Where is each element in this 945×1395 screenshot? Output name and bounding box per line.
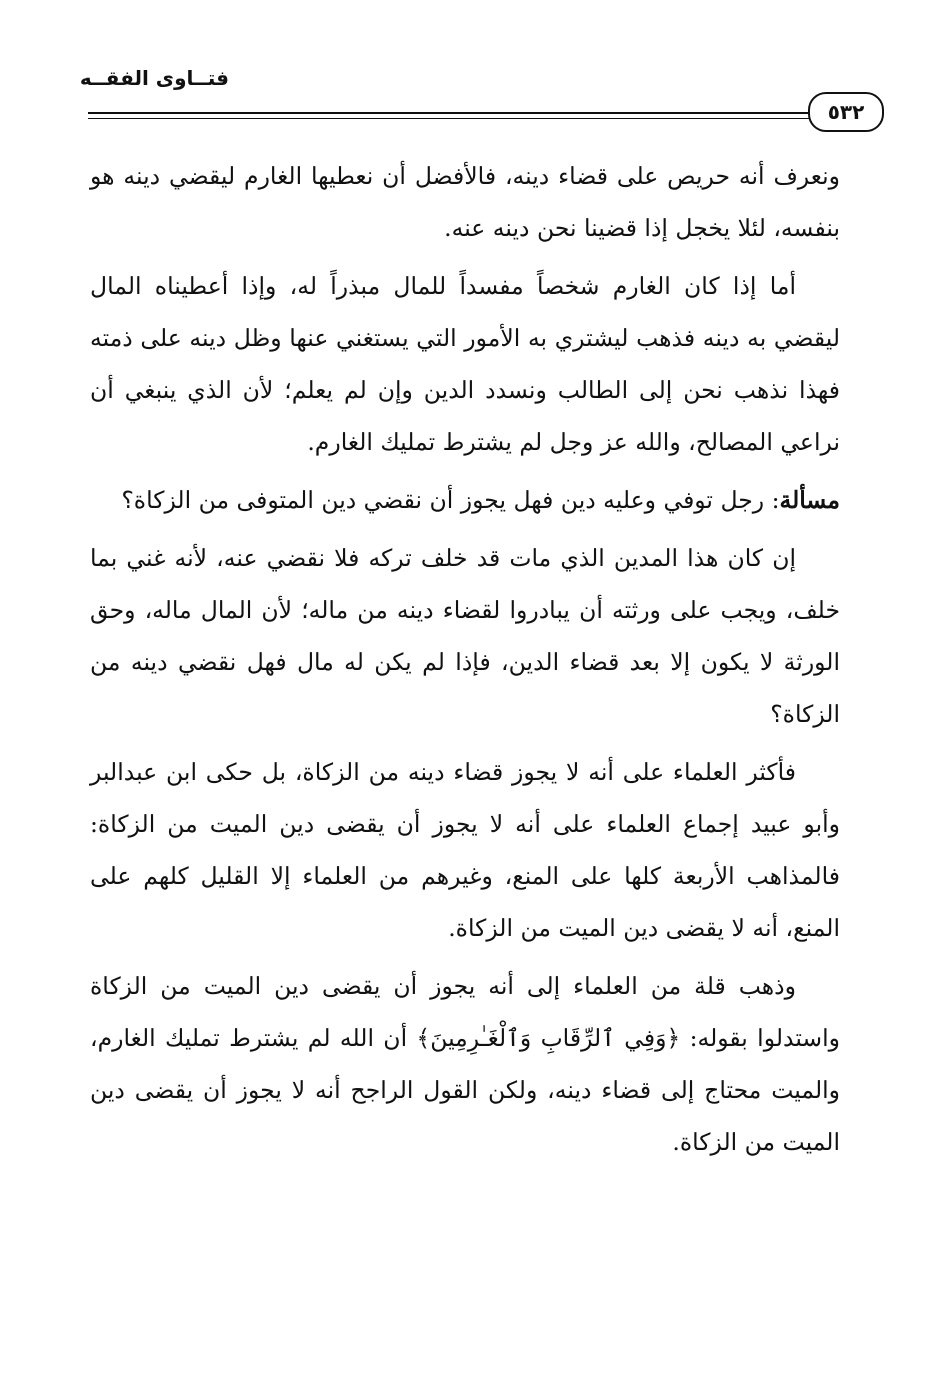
paragraph-question [90, 474, 840, 526]
page-number: ٥٣٢ [808, 92, 884, 132]
body-text [90, 150, 840, 1174]
header-rule [88, 112, 812, 114]
page-header [0, 0, 945, 135]
header-rule-thin [88, 118, 812, 119]
paragraph: أما إذا كان الغارم شخصاً مفسداً للمال مبذراً له، وإذا أعطيناه المال ليقضي به دينه فذهب ليشتري به الأمور التي يستغني عنها وظل دينه على ذمته فهذا نذهب نحن إلى الطالب ونسدد الدين وإن لم يعلم؛ لأن الذي ينبغي أن نراعي المصالح، والله عز وجل لم يشترط تمليك الغارم. [90, 272, 840, 456]
paragraph: ونعرف أنه حريص على قضاء دينه، فالأفضل أن نعطيها الغارم ليقضي دينه هو بنفسه، لئلا يخجل إذا قضينا نحن دينه عنه. [90, 162, 840, 242]
running-title: فتــاوى الفقــه [79, 66, 229, 90]
question-term: مسألة [779, 486, 840, 514]
paragraph: إن كان هذا المدين الذي مات قد خلف تركه فلا نقضي عنه، لأنه غني بما خلف، ويجب على ورثته أن يبادروا لقضاء دينه من ماله؛ لأن المال ماله، وحق الورثة لا يكون إلا بعد قضاء الدين، فإذا لم يكن له مال فهل نقضي دينه من الزكاة؟ [90, 544, 840, 728]
paragraph: وذهب قلة من العلماء إلى أنه يجوز أن يقضى دين الميت من الزكاة واستدلوا بقوله: ﴿وَفِي ٱلرِّقَابِ وَٱلْغَـٰرِمِينَ﴾ أن الله لم يشترط تمليك الغارم، والميت محتاج إلى قضاء دينه، ولكن القول الراجح أنه لا يجوز أن يقضى دين الميت من الزكاة. [90, 972, 840, 1156]
paragraph: فأكثر العلماء على أنه لا يجوز قضاء دينه من الزكاة، بل حكى ابن عبدالبر وأبو عبيد إجماع العلماء على أنه لا يجوز أن يقضى دين الميت من الزكاة: فالمذاهب الأربعة كلها على المنع، وغيرهم من العلماء إلا القليل كلهم على المنع، أنه لا يقضى دين الميت من الزكاة. [90, 758, 840, 942]
question-text: : رجل توفي وعليه دين فهل يجوز أن نقضي دين المتوفى من الزكاة؟ [121, 486, 780, 514]
